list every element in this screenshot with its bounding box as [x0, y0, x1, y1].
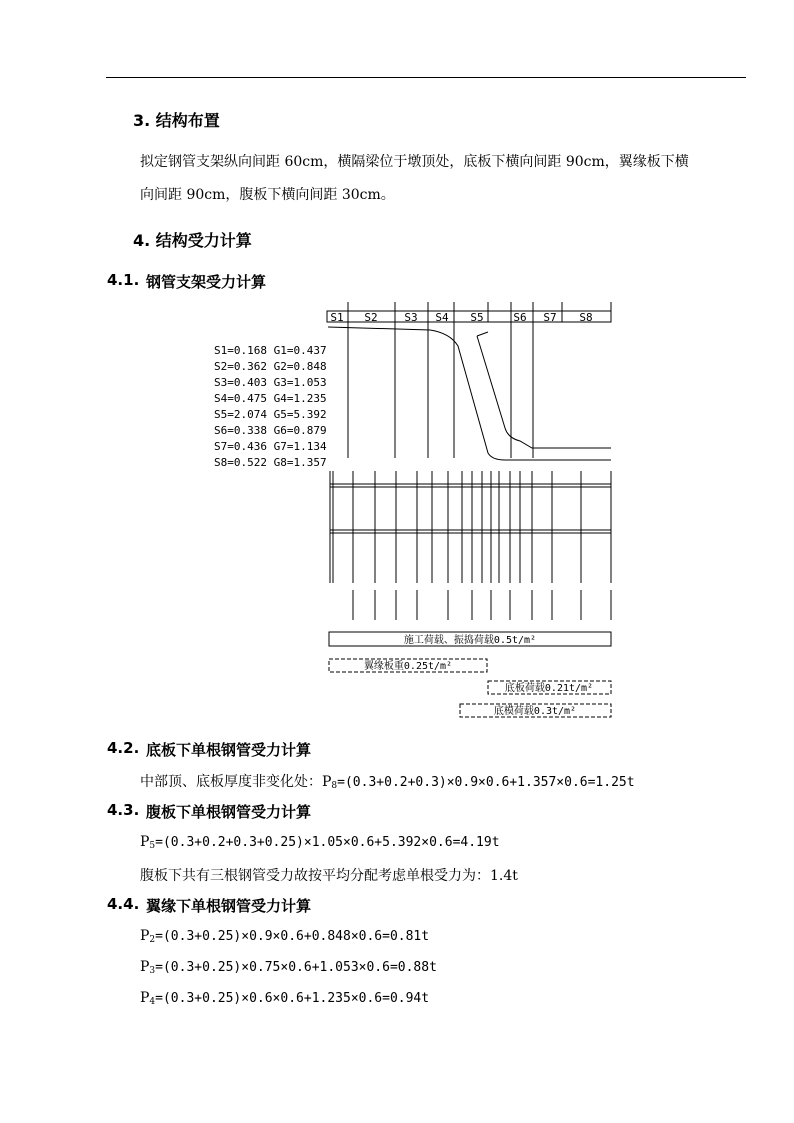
- equation-p5-prefix: P: [140, 834, 150, 850]
- equation-p5: [140, 834, 500, 851]
- subsection-4-4-number: 4.4.: [107, 895, 140, 913]
- legend-line-4: S4=0.475 G4=1.235: [214, 392, 327, 405]
- section-3-text-line-2: 向间距 90cm，腹板下横向间距 30cm。: [140, 187, 395, 203]
- equation-p2-prefix: P: [140, 928, 150, 944]
- section-4-heading: 4. 结构受力计算: [133, 231, 252, 250]
- equation-p3: [140, 959, 437, 976]
- subsection-4-1-title: 钢管支架受力计算: [146, 273, 267, 291]
- equation-p8-sub: 8: [331, 781, 338, 791]
- subsection-4-2-title: 底板下单根钢管受力计算: [146, 741, 312, 759]
- support-layout-figure: [200, 298, 620, 723]
- legend-line-7: S7=0.436 G7=1.134: [214, 440, 327, 453]
- equation-p8-prefix: 中部顶、底板厚度非变化处：P: [140, 774, 332, 790]
- legend-line-8: S8=0.522 G8=1.357: [214, 456, 327, 469]
- section-outline-web: [477, 336, 611, 448]
- equation-p5-body: =(0.3+0.2+0.3+0.25)×1.05×0.6+5.392×0.6=4.19t: [155, 835, 500, 850]
- equation-p2-sub: 2: [149, 935, 156, 945]
- equation-p3-prefix: P: [140, 959, 150, 975]
- equation-p3-body: =(0.3+0.25)×0.75×0.6+1.053×0.6=0.88t: [155, 960, 437, 975]
- equation-p8-body: =(0.3+0.2+0.3)×0.9×0.6+1.357×0.6=1.25t: [337, 775, 635, 790]
- web-plate-note: 腹板下共有三根钢管受力故按平均分配考虑单根受力为：1.4t: [140, 868, 518, 884]
- legend-line-1: S1=0.168 G1=0.437: [214, 344, 327, 357]
- equation-p3-sub: 3: [149, 966, 156, 976]
- load-box-construction-label: 施工荷载、振捣荷载0.5t/m²: [403, 635, 537, 646]
- load-box-bottom-slab-label: 底板荷载0.21t/m²: [504, 683, 594, 694]
- subsection-4-3-title: 腹板下单根钢管受力计算: [146, 803, 312, 821]
- segment-label-s8: S8: [579, 311, 593, 324]
- legend-line-6: S6=0.338 G6=0.879: [214, 424, 327, 437]
- load-box-flange-label: 翼缘板重0.25t/m²: [363, 661, 453, 672]
- subsection-4-1-number: 4.1.: [107, 271, 140, 289]
- segment-label-s1: S1: [330, 311, 344, 324]
- subsection-4-2-number: 4.2.: [107, 739, 140, 757]
- equation-p2-body: =(0.3+0.25)×0.9×0.6+0.848×0.6=0.81t: [155, 929, 430, 944]
- equation-p4-sub: 4: [149, 997, 156, 1007]
- equation-p4-prefix: P: [140, 990, 150, 1006]
- segment-label-s3: S3: [404, 311, 418, 324]
- segment-label-s7: S7: [543, 311, 557, 324]
- equation-p5-sub: 5: [149, 841, 156, 851]
- equation-p4: [140, 990, 429, 1007]
- segment-label-s5: S5: [470, 311, 484, 324]
- segment-label-s4: S4: [435, 311, 449, 324]
- legend-line-2: S2=0.362 G2=0.848: [214, 360, 327, 373]
- equation-p8: [140, 771, 635, 791]
- subsection-4-4-title: 翼缘下单根钢管受力计算: [146, 897, 312, 915]
- header-rule: [106, 77, 746, 78]
- section-outline-tick: [477, 332, 488, 336]
- segment-label-s6: S6: [513, 311, 527, 324]
- load-box-bottom-form-label: 底模荷载0.3t/m²: [493, 706, 577, 717]
- equation-p2: [140, 928, 429, 945]
- equation-p4-body: =(0.3+0.25)×0.6×0.6+1.235×0.6=0.94t: [155, 991, 430, 1006]
- segment-label-s2: S2: [364, 311, 378, 324]
- subsection-4-3-number: 4.3.: [107, 801, 140, 819]
- legend-line-3: S3=0.403 G3=1.053: [214, 376, 327, 389]
- section-3-heading: 3. 结构布置: [133, 111, 220, 130]
- section-3-text-line-1: 拟定钢管支架纵向间距 60cm，横隔梁位于墩顶处，底板下横向间距 90cm，翼缘板下横: [140, 154, 689, 170]
- section-outline-bottom: [328, 327, 611, 460]
- legend-line-5: S5=2.074 G5=5.392: [214, 408, 327, 421]
